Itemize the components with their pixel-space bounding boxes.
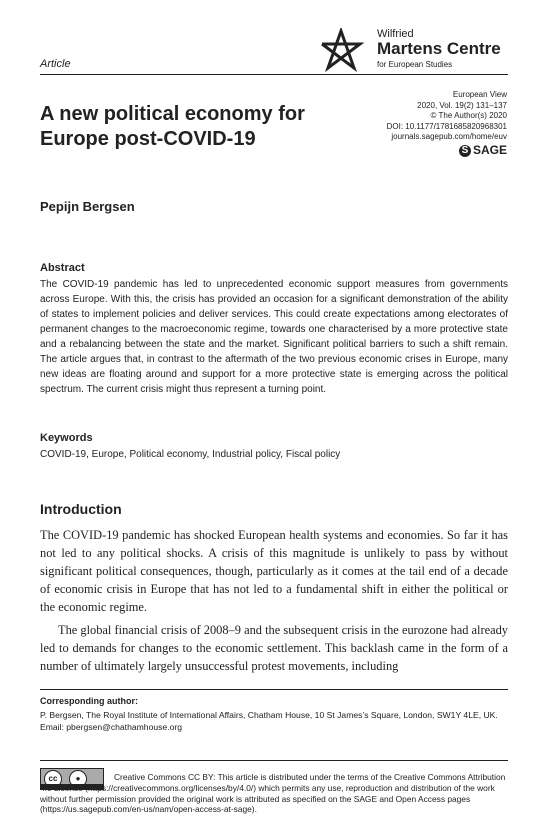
journal-url[interactable]: journals.sagepub.com/home/euv bbox=[391, 132, 507, 141]
journal-volume: 2020, Vol. 19(2) 131–137 bbox=[417, 100, 507, 110]
author-email[interactable]: Email: pbergsen@chathamhouse.org bbox=[40, 721, 183, 732]
author-name: Pepijn Bergsen bbox=[40, 199, 135, 214]
author-address: P. Bergsen, The Royal Institute of International Affairs, Chatham House, 10 St James’s Square, London, SW1Y 4LE, UK. bbox=[40, 710, 498, 720]
sage-icon: S bbox=[459, 145, 471, 157]
publisher-name: SAGE bbox=[472, 143, 507, 158]
journal-meta bbox=[307, 90, 507, 157]
license-rule bbox=[40, 760, 508, 761]
license-text bbox=[40, 772, 508, 815]
cc-icon: cc bbox=[44, 770, 62, 788]
logo-subtitle: for European Studies bbox=[377, 60, 453, 69]
star-logo-icon bbox=[318, 28, 364, 72]
keywords-list: COVID-19, Europe, Political economy, Industrial policy, Fiscal policy bbox=[40, 449, 341, 460]
journal-name: European View bbox=[452, 90, 507, 99]
attribution-person-icon: ● bbox=[69, 770, 87, 788]
logo-small-text: Wilfried bbox=[377, 28, 414, 40]
header-rule bbox=[40, 74, 508, 75]
doi: DOI: 10.1177/1781685820968301 bbox=[386, 121, 507, 131]
abstract-heading: Abstract bbox=[40, 262, 85, 274]
article-title: A new political economy for Europe post-COVID-19 bbox=[40, 103, 305, 150]
logo-name: Martens Centre bbox=[377, 39, 501, 58]
keywords-heading: Keywords bbox=[40, 432, 93, 444]
corresponding-author-details bbox=[40, 710, 508, 733]
abstract-text: The COVID-19 pandemic has led to unprecedented economic support measures from governments across Europe. With this, the crisis has provided an occasion for a significant demonstration of the ability of states to implement policies and deliver services. This could create expectations among electorates of permanent changes to the macroeconomic regime, towards one characterised by a more protective state and a rebalancing between the state and the market. Significant political barriers to such a shift remain. The article argues that, in contrast to the aftermath of the two previous economic crises in Europe, many new ideas are floating around and support for a more protective state is emerging across the political spectrum. The current crisis might thus represent a turning point. bbox=[40, 279, 508, 395]
footer-rule bbox=[40, 689, 508, 690]
introduction-heading: Introduction bbox=[40, 501, 122, 517]
publisher-logo bbox=[459, 145, 507, 157]
corresponding-author-heading: Corresponding author: bbox=[40, 696, 138, 706]
intro-paragraph-1: The COVID-19 pandemic has shocked European health systems and economies. So far it has not led to any political shocks. A crisis of this magnitude is unlikely to pass by without significant political consequences, though, particularly as it comes at the tail end of a decade of economic crisis in Europe that has not led to a fundamental shift in either the political or the economic regime. bbox=[40, 528, 508, 614]
copyright: © The Author(s) 2020 bbox=[430, 111, 507, 120]
intro-paragraph-2: The global financial crisis of 2008–9 and the subsequent crisis in the eurozone had already led to demands for changes to the economic settlement. This backlash came in the form of a number of ultimately largely unsuccessful protest movements, including bbox=[40, 623, 508, 673]
license-statement: Creative Commons CC BY: This article is distributed under the terms of the Creative Commons Attribution 4.0 License (https://creativecommons.org/licenses/by/4.0/) which permits any use, reproduction and distribution of the work without further permission provided the original work is attributed as specified on the SAGE and Open Access pages (https://us.sagepub.com/en-us/nam/open-access-at-sage). bbox=[40, 772, 506, 815]
section-label: Article bbox=[40, 58, 71, 70]
